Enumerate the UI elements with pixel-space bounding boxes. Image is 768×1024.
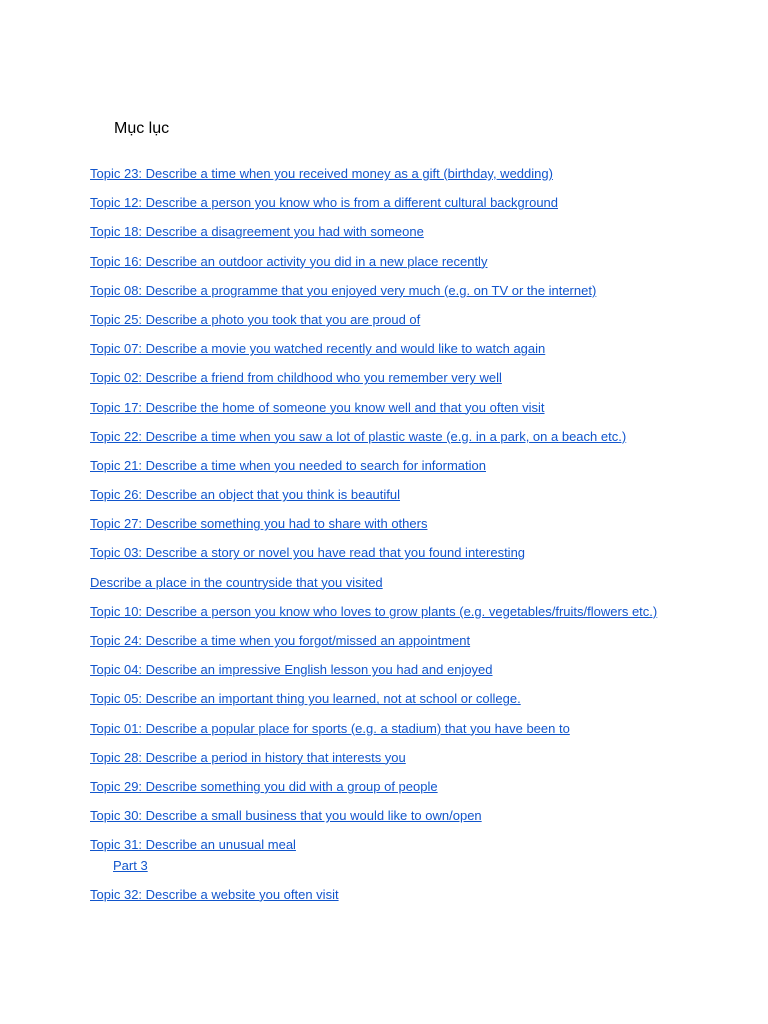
toc-link-topic-17[interactable]: Topic 17: Describe the home of someone you know well and that you often visit [90, 399, 545, 415]
toc-link-topic-24[interactable]: Topic 24: Describe a time when you forgot/missed an appointment [90, 633, 471, 648]
toc-link-topic-29[interactable]: Topic 29: Describe something you did with a group of people [90, 778, 438, 794]
toc-link-topic-05[interactable]: Topic 05: Describe an important thing you learned, not at school or college. [90, 691, 521, 707]
toc-link-topic-22[interactable]: Topic 22: Describe a time when you saw a lot of plastic waste (e.g. in a park, on a beach etc.) [90, 428, 627, 444]
toc-list [90, 166, 680, 916]
toc-link-topic-21[interactable]: Topic 21: Describe a time when you needed to search for information [90, 457, 486, 473]
toc-link-topic-01[interactable]: Topic 01: Describe a popular place for sports (e.g. a stadium) that you have been to [90, 720, 570, 736]
toc-link-part-3[interactable]: Part 3 [113, 857, 148, 873]
toc-link-topic-16[interactable]: Topic 16: Describe an outdoor activity you did in a new place recently [90, 253, 488, 269]
toc-link-countryside-place[interactable]: Describe a place in the countryside that you visited [90, 574, 383, 590]
toc-link-topic-18[interactable]: Topic 18: Describe a disagreement you had with someone [90, 224, 424, 240]
toc-link-topic-04[interactable]: Topic 04: Describe an impressive English lesson you had and enjoyed [90, 662, 493, 678]
toc-link-topic-23[interactable]: Topic 23: Describe a time when you received money as a gift (birthday, wedding) [90, 166, 553, 181]
toc-link-topic-25[interactable]: Topic 25: Describe a photo you took that you are proud of [90, 311, 421, 327]
toc-link-topic-08[interactable]: Topic 08: Describe a programme that you enjoyed very much (e.g. on TV or the internet) [90, 282, 597, 298]
toc-link-topic-12[interactable]: Topic 12: Describe a person you know who is from a different cultural background [90, 195, 559, 211]
toc-heading: Mục lục [114, 120, 170, 137]
toc-link-topic-27[interactable]: Topic 27: Describe something you had to share with others [90, 516, 428, 532]
toc-link-topic-31[interactable]: Topic 31: Describe an unusual meal [90, 837, 296, 853]
toc-link-topic-30[interactable]: Topic 30: Describe a small business that you would like to own/open [90, 808, 482, 824]
toc-link-topic-02[interactable]: Topic 02: Describe a friend from childhood who you remember very well [90, 370, 502, 386]
toc-link-topic-28[interactable]: Topic 28: Describe a period in history that interests you [90, 749, 406, 765]
toc-link-topic-03[interactable]: Topic 03: Describe a story or novel you have read that you found interesting [90, 545, 526, 561]
toc-link-topic-26[interactable]: Topic 26: Describe an object that you think is beautiful [90, 487, 401, 503]
toc-link-topic-32[interactable]: Topic 32: Describe a website you often visit [90, 886, 339, 902]
toc-link-topic-10[interactable]: Topic 10: Describe a person you know who loves to grow plants (e.g. vegetables/fruits/flowers etc.) [90, 603, 658, 619]
toc-link-topic-07[interactable]: Topic 07: Describe a movie you watched recently and would like to watch again [90, 341, 546, 357]
